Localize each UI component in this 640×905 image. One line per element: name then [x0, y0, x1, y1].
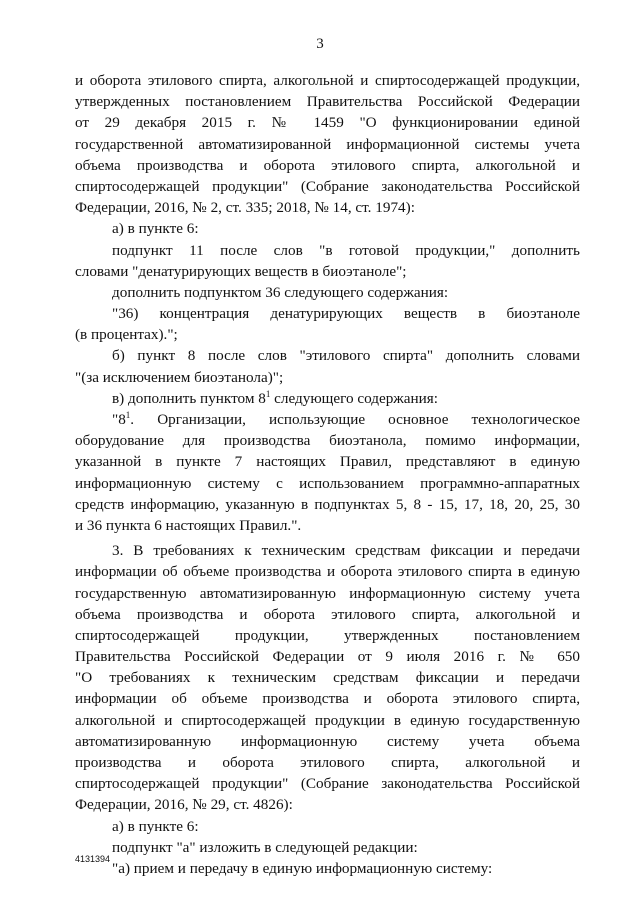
text-line	[75, 837, 580, 858]
line-text: оборудование для производства биоэтанола, помимо информации,	[75, 432, 580, 450]
text-line	[75, 155, 580, 176]
line-text: объема производства и оборота этилового спирта, алкогольной и	[75, 156, 580, 174]
line-text: б) пункт 8 после слов "этилового спирта" дополнить словами	[112, 347, 580, 365]
line-text: словами "денатурирующих веществ в биоэтаноле";	[75, 262, 407, 280]
document-id: 4131394	[75, 854, 111, 864]
text-line	[75, 240, 580, 261]
text-line	[75, 134, 580, 155]
page-number: 3	[316, 36, 324, 52]
text-line	[75, 282, 580, 303]
text-line	[75, 794, 580, 815]
text-line	[75, 858, 580, 879]
line-text-tail: следующего содержания:	[270, 389, 438, 407]
text-line	[75, 367, 580, 388]
line-text: "(за исключением биоэтанола)";	[75, 368, 284, 386]
text-line	[75, 515, 580, 536]
superscript: 1	[125, 410, 131, 420]
line-text: объема производства и оборота этилового спирта, алкогольной и	[75, 605, 580, 623]
line-text: "а) прием и передачу в единую информационную систему:	[112, 859, 493, 877]
text-line	[75, 303, 580, 324]
line-text: спиртосодержащей продукции" (Собрание законодательства Российской	[75, 775, 580, 793]
text-line	[75, 451, 580, 472]
text-line	[75, 494, 580, 515]
line-text: а) в пункте 6:	[112, 817, 199, 835]
text-line	[75, 218, 580, 239]
text-line	[75, 752, 580, 773]
text-line	[75, 731, 580, 752]
document-body	[75, 70, 580, 879]
line-text: от 29 декабря 2015 г. № 1459 "О функционировании единой	[75, 114, 580, 132]
text-line	[75, 91, 580, 112]
text-line	[75, 70, 580, 91]
line-text: а) в пункте 6:	[112, 220, 199, 238]
line-text: автоматизированную информационную систему учета объема	[75, 732, 580, 750]
line-text: (в процентах).";	[75, 326, 178, 344]
text-line	[75, 112, 580, 133]
text-line	[75, 197, 580, 218]
line-text: информационную систему с использованием программно-аппаратных	[75, 474, 580, 492]
line-text: утвержденных постановлением Правительства Российской Федерации	[75, 93, 580, 111]
text-line	[75, 409, 580, 430]
line-text: алкогольной и спиртосодержащей продукции в единую государственную	[75, 711, 580, 729]
text-line	[75, 388, 580, 409]
superscript: 1	[265, 388, 271, 399]
line-text: подпункт 11 после слов "в готовой продукции," дополнить	[112, 241, 580, 259]
text-line	[75, 816, 580, 837]
line-text: 3. В требованиях к техническим средствам фиксации и передачи	[112, 542, 580, 560]
line-text: и оборота этилового спирта, алкогольной и спиртосодержащей продукции,	[75, 72, 580, 89]
line-text: информации об объеме производства и оборота этилового спирта,	[75, 690, 580, 708]
line-text: государственную автоматизированную информационную систему учета	[75, 584, 580, 602]
text-line	[75, 176, 580, 197]
line-text: дополнить подпунктом 36 следующего содержания:	[112, 283, 449, 301]
text-line	[75, 604, 580, 625]
text-line	[75, 345, 580, 366]
line-text: "О требованиях к техническим средствам фиксации и передачи	[75, 669, 580, 687]
line-text: указанной в пункте 7 настоящих Правил, представляют в единую	[75, 453, 580, 471]
text-line	[75, 583, 580, 604]
line-text: государственной автоматизированной информационной системы учета	[75, 135, 580, 153]
line-text: Федерации, 2016, № 2, ст. 335; 2018, № 14, ст. 1974):	[75, 199, 415, 217]
text-line	[75, 625, 580, 646]
text-line	[75, 688, 580, 709]
text-line	[75, 324, 580, 345]
line-text: "36) концентрация денатурирующих веществ в биоэтаноле	[112, 305, 580, 323]
text-line	[75, 261, 580, 282]
line-text: подпункт "а" изложить в следующей редакции:	[112, 838, 418, 856]
line-text: средств информацию, указанную в подпунктах 5, 8 - 15, 17, 18, 20, 25, 30	[75, 495, 580, 513]
text-line	[75, 710, 580, 731]
text-line	[75, 430, 580, 451]
line-text-tail: . Организации, использующие основное технологическое	[130, 411, 580, 428]
line-text: спиртосодержащей продукции, утвержденных постановлением	[75, 626, 580, 644]
line-text: и 36 пункта 6 настоящих Правил.".	[75, 516, 302, 534]
line-text: спиртосодержащей продукции" (Собрание законодательства Российской	[75, 177, 580, 195]
text-line	[75, 473, 580, 494]
text-line	[75, 667, 580, 688]
line-text: "8	[112, 411, 126, 428]
line-text: Федерации, 2016, № 29, ст. 4826):	[75, 796, 293, 814]
line-text: информации об объеме производства и оборота этилового спирта в единую	[75, 563, 580, 581]
line-text: в) дополнить пунктом 8	[112, 389, 266, 407]
text-line	[75, 646, 580, 667]
text-line	[75, 561, 580, 582]
text-line	[75, 540, 580, 561]
line-text: производства и оборота этилового спирта, алкогольной и	[75, 754, 580, 771]
line-text: Правительства Российской Федерации от 9 июля 2016 г. № 650	[75, 648, 580, 666]
text-line	[75, 773, 580, 794]
